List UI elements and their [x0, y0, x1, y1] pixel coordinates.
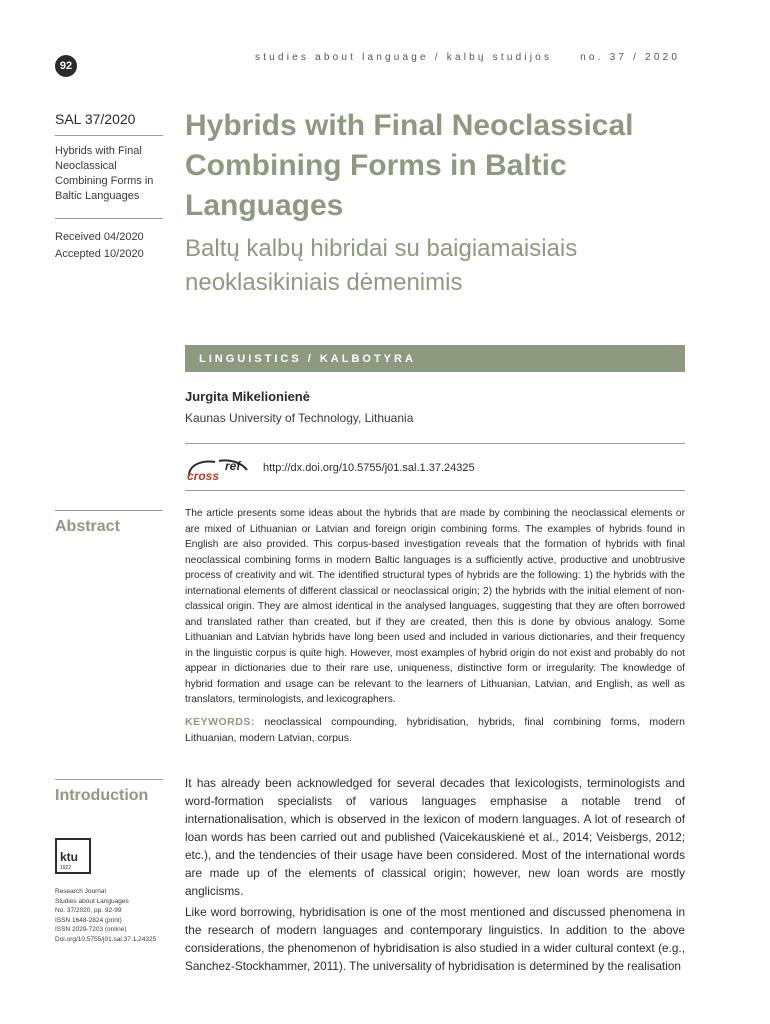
section-divider [185, 443, 685, 444]
svg-text:ref: ref [225, 459, 241, 473]
category-banner: LINGUISTICS / KALBOTYRA [185, 345, 685, 372]
issue-number: no. 37 / 2020 [580, 52, 681, 63]
journal-info-line: No. 37/2020, pp. 92-99 [55, 907, 122, 915]
article-subtitle: Baltų kalbų hibridai su baigiamaisiais neoklasikiniais dėmenimis [185, 235, 578, 296]
intro-paragraph: It has already been acknowledged for several decades that lexicologists, terminologists and word-formation specialists of various languages emphasise a notable trend of internationalisation, which is observed in the lexicon of modern languages. A lot of research of loan words has been carried out and published (Vaicekauskienė et al., 2014; Veisbergs, 2012; etc.), and the tendencies of their usage have been considered. Most of the international words are made up of the elements of classical origin; however, new loan words are mostly anglicisms. [185, 776, 685, 898]
introduction-text [185, 774, 685, 978]
article-dates [55, 229, 144, 263]
svg-text:cross: cross [187, 469, 220, 482]
ktu-logo-year: 1922 [60, 865, 72, 871]
ktu-logo-text: ktu [60, 850, 78, 864]
running-title: studies about language / kalbų studijos [255, 52, 553, 63]
received-date: Received 04/2020 [55, 231, 144, 243]
doi-link[interactable]: http://dx.doi.org/10.5755/j01.sal.1.37.24325 [263, 462, 475, 474]
keywords [185, 714, 685, 746]
journal-info-line: ISSN 2029-7203 (online) [55, 926, 127, 934]
intro-paragraph: Like word borrowing, hybridisation is one of the most mentioned and discussed phenomena in the research of modern languages and contemporary linguistics. In addition to the above considerations, the phenomenon of hybridisation is also studied in a wider cultural context (e.g., Sanchez-Stockhammer, 2011). The universality of hybridisation is determined by the realisation [185, 905, 685, 973]
abstract-heading: Abstract [55, 518, 120, 535]
abstract-divider [55, 510, 163, 511]
accepted-date: Accepted 10/2020 [55, 248, 144, 260]
abstract-text: The article presents some ideas about the hybrids that are made by combining the neoclassical elements or are mixed of Lithuanian or Latvian and foreign origin combining forms. The examples of hybrids found in English are also provided. This corpus-based investigation reveals that the formation of hybrids with final neoclassical combining forms in modern Baltic languages is a sufficiently active, productive and unobtrusive process of creativity and wit. The identified structural types of hybrids are the following: 1) the hybrids with the international elements of different classical or neoclassical origin; 2) the hybrids with the initial element of non-classical origin. They are almost identical in the analysed languages, suggesting that they are often borrowed and translated rather than created, but if they are created, then this is done by obvious analogy. Some Lithuanian and Latvian hybrids have long been used and included in various dictionaries, and their frequency in the linguistic corpus is quite high. However, most examples of hybrid origin do not exist and probably do not appear in dictionaries due to their rare use, uniqueness, distinctive form or irregularity. The knowledge of hybrid formation and usage can be relevant to the learners of Lithuanian, Latvian, and English, as well as translators, terminologists, and lexicographers. [185, 508, 685, 705]
introduction-heading: Introduction [55, 787, 149, 804]
running-header [255, 52, 680, 63]
introduction-divider [55, 779, 163, 780]
author-name: Jurgita Mikelionienė [185, 389, 310, 404]
journal-info [55, 887, 175, 945]
ktu-logo-icon [55, 838, 91, 874]
author-affiliation: Kaunas University of Technology, Lithuania [185, 411, 414, 425]
sidebar-short-title: Hybrids with Final Neoclassical Combining Forms in Baltic Languages [55, 145, 154, 202]
article-title: Hybrids with Final Neoclassical Combining Forms in Baltic Languages [185, 109, 634, 222]
journal-info-line: ISSN 1648-2824 (print) [55, 916, 122, 924]
journal-info-line: Studies about Languages [55, 897, 129, 905]
journal-info-line: Doi.org/10.5755/j01.sal.37.1.24325 [55, 935, 157, 943]
keywords-list: neoclassical compounding, hybridisation, hybrids, final combining forms, modern Lithuanian, modern Latvian, corpus. [185, 716, 685, 744]
sidebar-divider [55, 218, 163, 219]
journal-info-line: Research Journal [55, 888, 106, 895]
section-divider [185, 490, 685, 491]
keywords-label: KEYWORDS: [185, 716, 255, 728]
sal-label: SAL 37/2020 [55, 111, 136, 127]
page-number: 92 [55, 55, 77, 77]
sidebar-divider [55, 135, 163, 136]
crossref-logo-icon [185, 456, 255, 482]
